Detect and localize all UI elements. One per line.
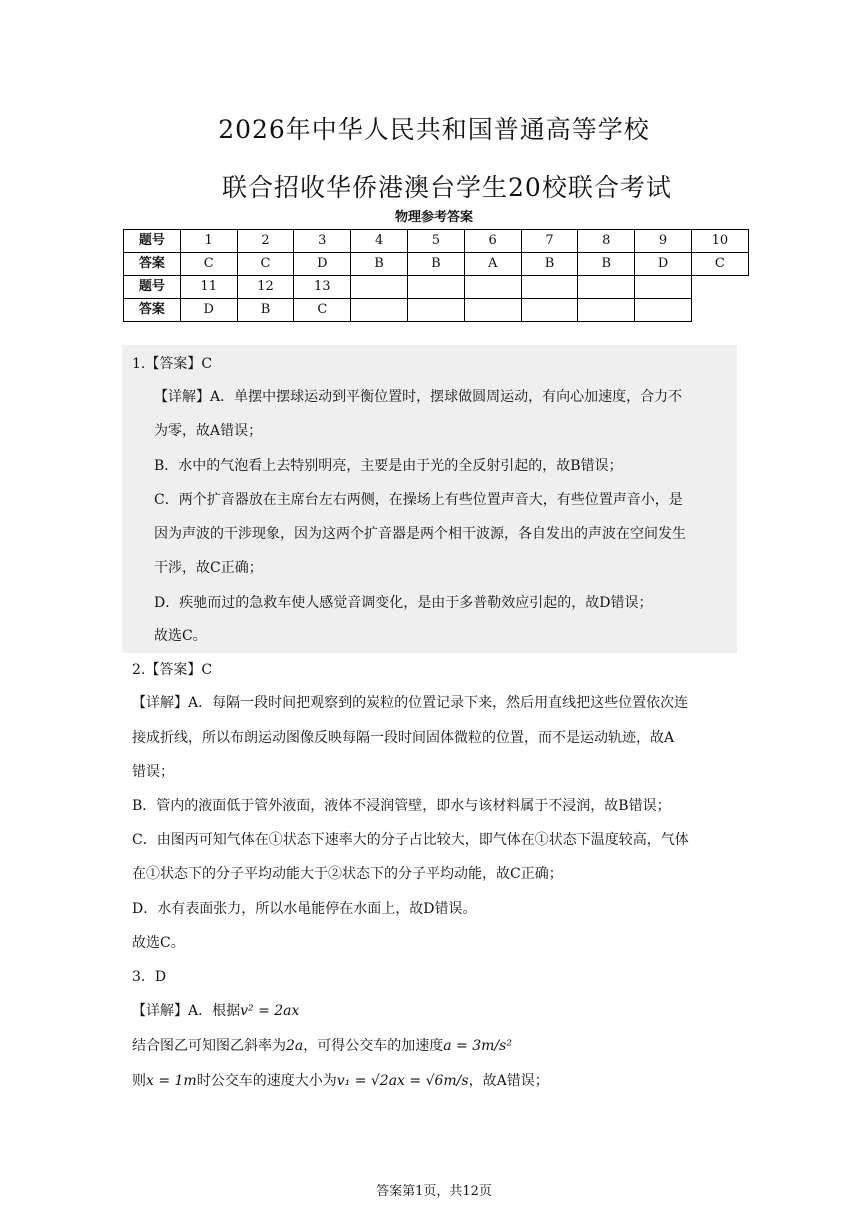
question-number: 8	[578, 230, 635, 253]
answer-cell: B	[351, 253, 408, 276]
q3-text: 时公交车的速度大小为	[196, 1073, 337, 1089]
q2-explanation-line: C．由图丙可知气体在①状态下速率大的分子占比较大，即气体在①状态下温度较高，气体	[132, 832, 689, 848]
empty-cell	[521, 276, 578, 299]
q1-answer-header: 1.【答案】C	[132, 356, 213, 372]
q1-explanation-line: 【详解】A．单摆中摆球运动到平衡位置时，摆球做圆周运动，有向心加速度，合力不	[154, 389, 683, 405]
answer-cell: D	[294, 253, 351, 276]
blank-cell	[691, 299, 748, 322]
q2-explanation-line: 错误；	[132, 764, 174, 780]
q1-explanation-line: C．两个扩音器放在主席台左右两侧，在操场上有些位置声音大，有些位置声音小，是	[154, 492, 683, 508]
answer-cell: D	[180, 299, 237, 322]
q2-explanation-line: D．水有表面张力，所以水黾能停在水面上，故D错误。	[132, 901, 477, 917]
q2-explanation-line: 在①状态下的分子平均动能大于②状态下的分子平均动能，故C正确；	[132, 866, 563, 882]
title-line-1: 2026年中华人民共和国普通高等学校	[218, 115, 650, 144]
question-number: 9	[635, 230, 692, 253]
question-number: 6	[464, 230, 521, 253]
q1-explanation-line: 干涉，故C正确；	[154, 560, 263, 576]
empty-cell	[351, 299, 408, 322]
q1-explanation-line: B．水中的气泡看上去特别明亮，主要是由于光的全反射引起的，故B错误；	[154, 458, 623, 474]
question-number: 10	[691, 230, 748, 253]
answer-label: 答案	[124, 253, 181, 276]
q1-conclusion: 故选C。	[154, 628, 207, 644]
answer-cell: C	[691, 253, 748, 276]
q3-line-2	[132, 1036, 512, 1056]
question-number: 3	[294, 230, 351, 253]
blank-cell	[691, 276, 748, 299]
q3-text: 结合图乙可知图乙斜率为	[132, 1038, 286, 1054]
question-number: 12	[237, 276, 294, 299]
question-number: 11	[180, 276, 237, 299]
empty-cell	[578, 299, 635, 322]
question-number: 2	[237, 230, 294, 253]
table-row	[124, 299, 749, 322]
question-number: 5	[407, 230, 464, 253]
q3-text: ，故A错误；	[468, 1073, 549, 1089]
question-label: 题号	[124, 230, 181, 253]
table-row	[124, 253, 749, 276]
answer-cell: D	[635, 253, 692, 276]
answer-cell: B	[578, 253, 635, 276]
q3-formula: 2a	[286, 1038, 304, 1054]
question-number: 4	[351, 230, 408, 253]
answer-cell: B	[407, 253, 464, 276]
answer-table	[123, 229, 749, 322]
empty-cell	[351, 276, 408, 299]
table-row	[124, 276, 749, 299]
q2-explanation-line: 接成折线，所以布朗运动图像反映每隔一段时间固体微粒的位置，而不是运动轨迹，故A	[132, 730, 675, 746]
q3-line-1	[132, 1001, 299, 1021]
answer-cell: B	[237, 299, 294, 322]
answer-cell: C	[180, 253, 237, 276]
answer-label: 答案	[124, 299, 181, 322]
q1-explanation-line: 因为声波的干涉现象，因为这两个扩音器是两个相干波源，各自发出的声波在空间发生	[154, 526, 686, 542]
q1-explanation-line: D．疾驰而过的急救车使人感觉音调变化，是由于多普勒效应引起的，故D错误；	[154, 595, 653, 611]
q2-explanation-line: 【详解】A．每隔一段时间把观察到的炭粒的位置记录下来，然后用直线把这些位置依次连	[132, 695, 689, 711]
q3-answer-header: 3．D	[132, 969, 167, 985]
empty-cell	[635, 276, 692, 299]
subtitle: 物理参考答案	[394, 210, 473, 225]
title-line-2: 联合招收华侨港澳台学生20校联合考试	[222, 173, 672, 202]
page-footer: 答案第1页，共12页	[376, 1184, 492, 1199]
question-number: 13	[294, 276, 351, 299]
q3-text: ，可得公交车的加速度	[303, 1038, 444, 1054]
q3-line-3	[132, 1071, 549, 1091]
empty-cell	[635, 299, 692, 322]
answer-cell: A	[464, 253, 521, 276]
q3-formula: v² = 2ax	[240, 1003, 300, 1019]
question-number: 1	[180, 230, 237, 253]
q2-answer-header: 2.【答案】C	[132, 662, 213, 678]
q3-text: 则	[132, 1073, 146, 1089]
empty-cell	[464, 299, 521, 322]
empty-cell	[521, 299, 578, 322]
question-number: 7	[521, 230, 578, 253]
empty-cell	[464, 276, 521, 299]
q3-formula: x = 1m	[146, 1073, 197, 1089]
answer-cell: B	[521, 253, 578, 276]
answer-cell: C	[294, 299, 351, 322]
q3-text: 【详解】A．根据	[132, 1003, 241, 1019]
q3-formula: v₁ = √2ax = √6m/s	[336, 1073, 469, 1089]
empty-cell	[407, 276, 464, 299]
q3-formula: a = 3m/s²	[443, 1038, 512, 1054]
empty-cell	[407, 299, 464, 322]
empty-cell	[578, 276, 635, 299]
q2-explanation-line: B．管内的液面低于管外液面，液体不浸润管壁，即水与该材料属于不浸润，故B错误；	[132, 798, 671, 814]
q2-conclusion: 故选C。	[132, 935, 185, 951]
answer-cell: C	[237, 253, 294, 276]
table-row	[124, 230, 749, 253]
q1-explanation-line: 为零，故A错误；	[154, 423, 263, 439]
question-label: 题号	[124, 276, 181, 299]
